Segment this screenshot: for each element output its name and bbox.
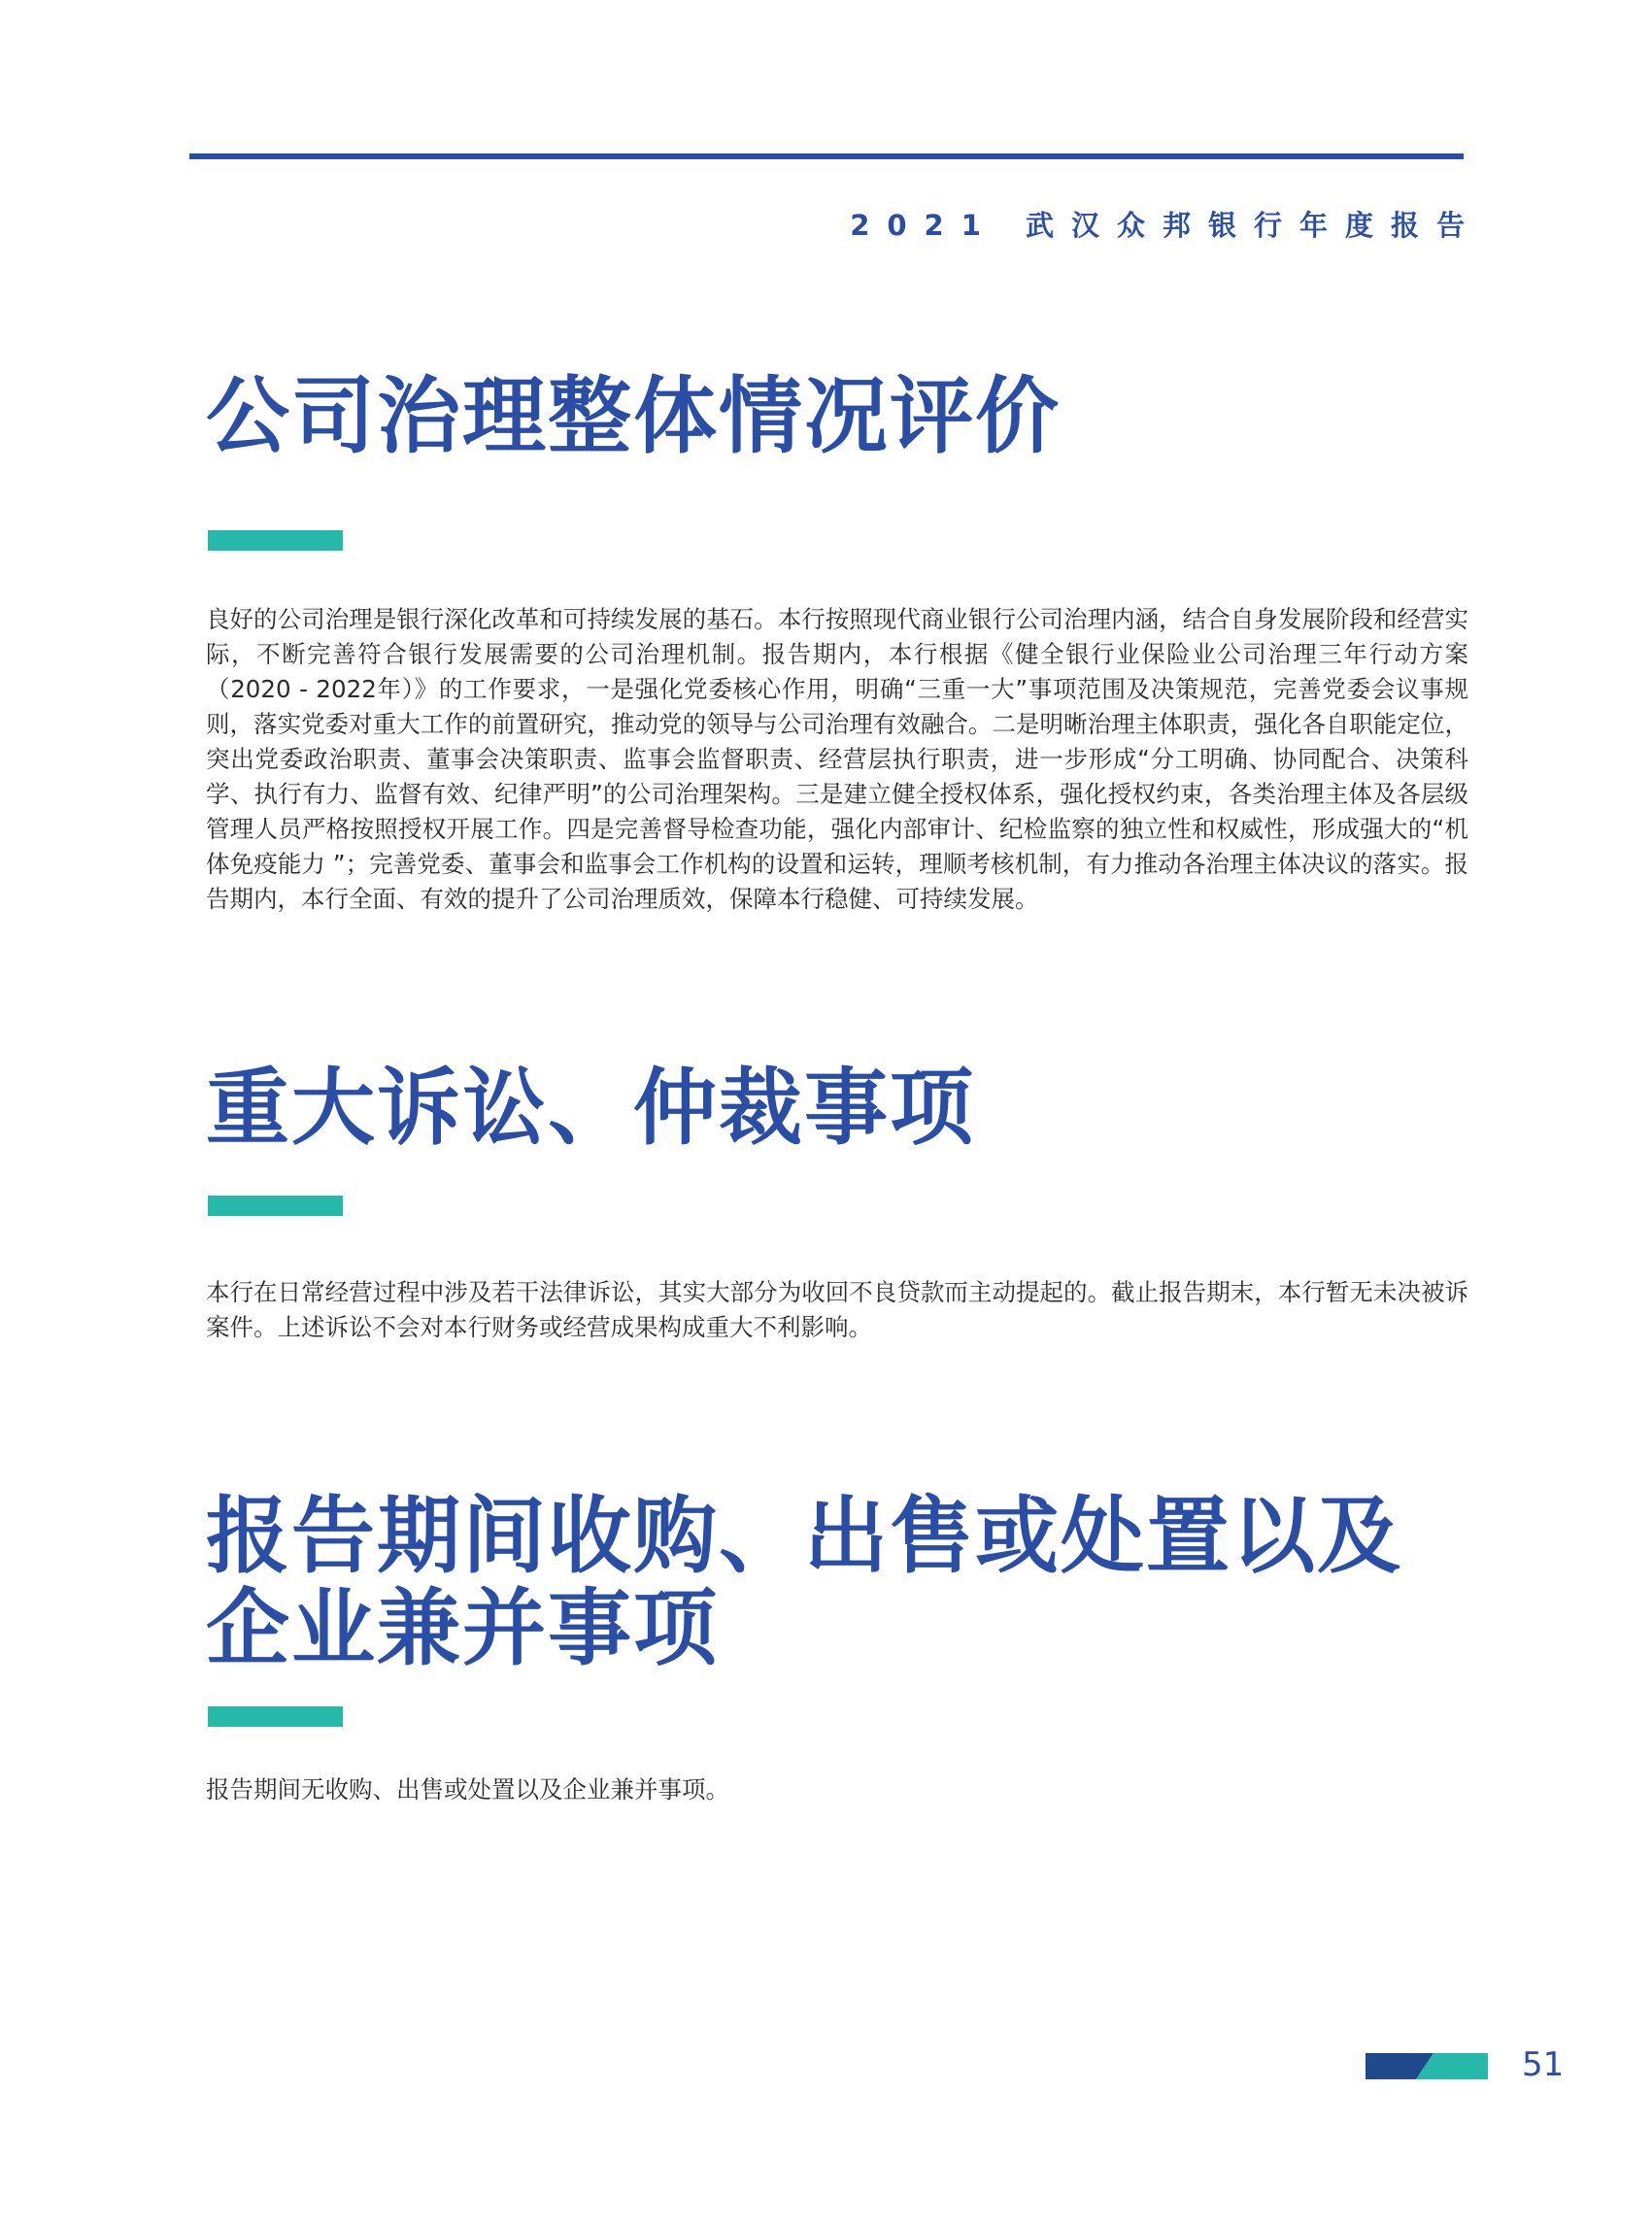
section-title-litigation: 重大诉讼、仲裁事项 — [206, 1060, 975, 1157]
footer-decor-bar — [1365, 2053, 1488, 2079]
section-accent-bar — [208, 1196, 343, 1216]
top-rule — [189, 153, 1464, 159]
section-title-acquisitions: 报告期间收购、出售或处置以及企业兼并事项 — [206, 1488, 1402, 1677]
section-title-governance: 公司治理整体情况评价 — [206, 368, 1061, 465]
section-body-litigation: 本行在日常经营过程中涉及若干法律诉讼，其实大部分为收回不良贷款而主动提起的。截止报告期末，本行暂无未决被诉案件。上述诉讼不会对本行财务或经营成果构成重大不利影响。 — [206, 1278, 1468, 1341]
section-accent-bar — [208, 530, 343, 551]
section-accent-bar — [208, 1706, 343, 1727]
page-number: 51 — [1522, 2045, 1565, 2084]
report-header-title: 2021 武汉众邦银行年度报告 — [850, 209, 1482, 242]
section-body-acquisitions: 报告期间无收购、出售或处置以及企业兼并事项。 — [206, 1775, 729, 1804]
section-body-governance: 良好的公司治理是银行深化改革和可持续发展的基石。本行按照现代商业银行公司治理内涵，结合自身发展阶段和经营实际，不断完善符合银行发展需要的公司治理机制。报告期内，本行根据《健全银行业保险业公司治理三年行动方案（2020 - 2022年）》的工作要求，一是强化党委核心作用，明确“三重一大”事项范围及决策规范，完善党委会议事规则，落实党委对重大工作的前置研究，推动党的领导与公司治理有效融合。二是明晰治理主体职责，强化各自职能定位，突出党委政治职责、董事会决策职责、监事会监督职责、经营层执行职责，进一步形成“分工明确、协同配合、决策科学、执行有力、监督有效、纪律严明”的公司治理架构。三是建立健全授权体系，强化授权约束，各类治理主体及各层级管理人员严格按照授权开展工作。四是完善督导检查功能，强化内部审计、纪检监察的独立性和权威性，形成强大的“机体免疫能力 ”；完善党委、董事会和监事会工作机构的设置和运转，理顺考核机制，有力推动各治理主体决议的落实。报告期内，本行全面、有效的提升了公司治理质效，保障本行稳健、可持续发展。 — [206, 605, 1468, 913]
